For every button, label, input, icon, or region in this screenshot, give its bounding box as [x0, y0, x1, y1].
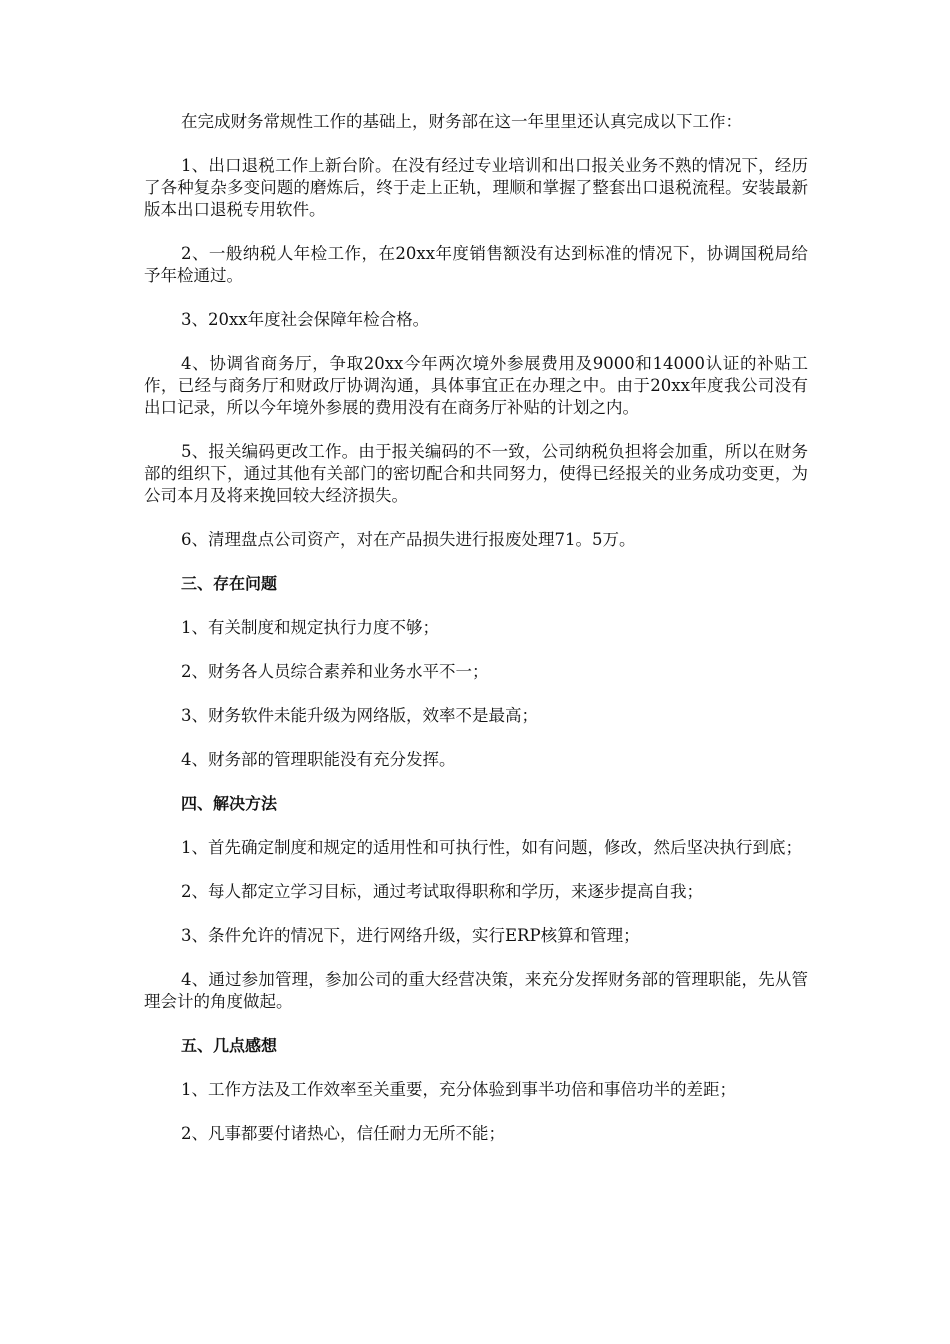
achievement-item-2: 2、一般纳税人年检工作，在20xx年度销售额没有达到标准的情况下，协调国税局给予年检通过。 — [144, 244, 808, 285]
solution-item-3: 3、条件允许的情况下，进行网络升级，实行ERP核算和管理； — [181, 926, 640, 945]
problem-item-2: 2、财务各人员综合素养和业务水平不一； — [181, 662, 489, 681]
section-heading-problems: 三、存在问题 — [181, 574, 278, 593]
problem-item-4: 4、财务部的管理职能没有充分发挥。 — [181, 750, 456, 769]
achievement-item-3: 3、20xx年度社会保障年检合格。 — [181, 310, 430, 329]
solution-item-4: 4、通过参加管理，参加公司的重大经营决策，来充分发挥财务部的管理职能，先从管理会计的角度做起。 — [144, 970, 808, 1011]
achievement-item-6: 6、清理盘点公司资产，对在产品损失进行报废处理71。5万。 — [181, 530, 636, 549]
section-heading-solutions: 四、解决方法 — [181, 794, 278, 813]
problem-item-3: 3、财务软件未能升级为网络版，效率不是最高； — [181, 706, 538, 725]
solution-item-2: 2、每人都定立学习目标，通过考试取得职称和学历，来逐步提高自我； — [181, 882, 703, 901]
problem-item-1: 1、有关制度和规定执行力度不够； — [181, 618, 439, 637]
section-heading-reflections: 五、几点感想 — [181, 1036, 278, 1055]
reflection-item-2: 2、凡事都要付诸热心，信任耐力无所不能； — [181, 1124, 505, 1143]
achievement-item-4: 4、协调省商务厅，争取20xx今年两次境外参展费用及9000和14000认证的补贴工作，已经与商务厅和财政厅协调沟通，具体事宜正在办理之中。由于20xx年度我公司没有出口记录，所以今年境外参展的费用没有在商务厅补贴的计划之内。 — [144, 354, 808, 417]
achievement-item-5: 5、报关编码更改工作。由于报关编码的不一致，公司纳税负担将会加重，所以在财务部的组织下，通过其他有关部门的密切配合和共同努力，使得已经报关的业务成功变更，为公司本月及将来挽回较大经济损失。 — [144, 442, 808, 505]
reflection-item-1: 1、工作方法及工作效率至关重要，充分体验到事半功倍和事倍功半的差距； — [181, 1080, 736, 1099]
achievement-item-1: 1、出口退税工作上新台阶。在没有经过专业培训和出口报关业务不熟的情况下，经历了各种复杂多变问题的磨炼后，终于走上正轨，理顺和掌握了整套出口退税流程。安装最新版本出口退税专用软件。 — [144, 156, 808, 219]
intro-paragraph: 在完成财务常规性工作的基础上，财务部在这一年里里还认真完成以下工作： — [181, 112, 742, 131]
document-page — [144, 111, 808, 1167]
solution-item-1: 1、首先确定制度和规定的适用性和可执行性，如有问题，修改，然后坚决执行到底； — [181, 838, 802, 857]
